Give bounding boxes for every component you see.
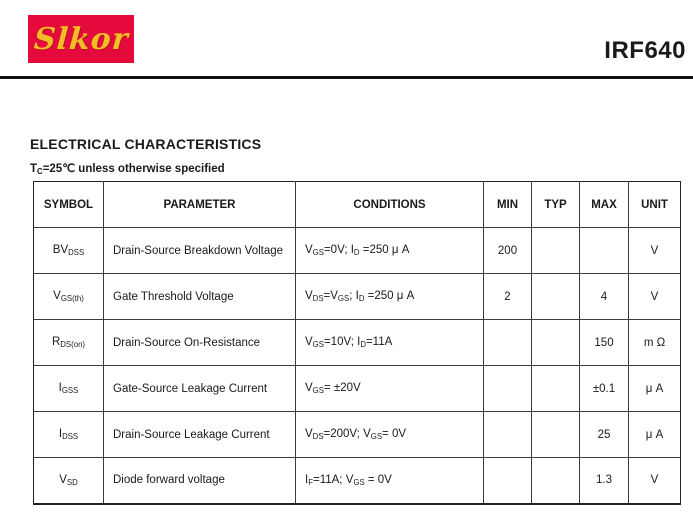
cell-typ xyxy=(532,458,580,504)
cell-min xyxy=(484,320,532,366)
table-body xyxy=(34,228,681,504)
cell-unit: V xyxy=(629,274,681,320)
table-header-row xyxy=(34,182,681,228)
cell-max: 25 xyxy=(580,412,629,458)
col-header-max: MAX xyxy=(580,182,629,228)
cell-parameter: Gate Threshold Voltage xyxy=(104,274,296,320)
cell-symbol: $BV_{DSS}$ xyxy=(34,228,104,274)
electrical-characteristics-table xyxy=(33,181,681,505)
cell-unit: m Ω xyxy=(629,320,681,366)
table-row xyxy=(34,274,681,320)
cell-typ xyxy=(532,228,580,274)
cell-symbol: $I_{GSS}$ xyxy=(34,366,104,412)
col-header-typ: TYP xyxy=(532,182,580,228)
slkor-logo xyxy=(28,15,134,63)
col-header-min: MIN xyxy=(484,182,532,228)
cell-max: 4 xyxy=(580,274,629,320)
part-number: IRF640 xyxy=(604,37,686,64)
cell-typ xyxy=(532,274,580,320)
col-header-conditions: CONDITIONS xyxy=(296,182,484,228)
col-header-parameter: PARAMETER xyxy=(104,182,296,228)
cell-symbol: $R_{DS(on)}$ xyxy=(34,320,104,366)
cell-typ xyxy=(532,366,580,412)
cell-conditions: $V_{GS}= \pm 20V$ xyxy=(296,366,484,412)
cell-parameter: Drain-Source Breakdown Voltage xyxy=(104,228,296,274)
cell-conditions: $V_{DS}=200V$; $V_{GS}= 0V$ xyxy=(296,412,484,458)
cell-typ xyxy=(532,320,580,366)
cell-min: 2 xyxy=(484,274,532,320)
cell-unit: V xyxy=(629,458,681,504)
table-row xyxy=(34,366,681,412)
cell-conditions: $V_{GS}=10V$; $I_D=11A$ xyxy=(296,320,484,366)
col-header-symbol: SYMBOL xyxy=(34,182,104,228)
cell-symbol: $V_{GS(th)}$ xyxy=(34,274,104,320)
cell-conditions: $I_F=11A$; $V_{GS} = 0V$ xyxy=(296,458,484,504)
cell-unit: V xyxy=(629,228,681,274)
cell-max: 1.3 xyxy=(580,458,629,504)
cell-conditions: $V_{DS}=V_{GS}$; $I_D =250$ μ A xyxy=(296,274,484,320)
cell-unit: μ A xyxy=(629,366,681,412)
cell-parameter: Diode forward voltage xyxy=(104,458,296,504)
cell-max xyxy=(580,228,629,274)
cell-typ xyxy=(532,412,580,458)
table-row xyxy=(34,228,681,274)
slkor-logo-text: Slkor xyxy=(32,21,130,57)
table-row xyxy=(34,320,681,366)
cell-conditions: $V_{GS}=0V$; $I_D =250$ μ A xyxy=(296,228,484,274)
col-header-unit: UNIT xyxy=(629,182,681,228)
cell-min xyxy=(484,412,532,458)
cell-symbol: $V_{SD}$ xyxy=(34,458,104,504)
header-divider xyxy=(0,76,693,79)
cell-symbol: $I_{DSS}$ xyxy=(34,412,104,458)
cell-max: 150 xyxy=(580,320,629,366)
cell-parameter: Drain-Source Leakage Current xyxy=(104,412,296,458)
cell-min xyxy=(484,366,532,412)
table-row xyxy=(34,412,681,458)
table-row xyxy=(34,458,681,504)
cell-min: 200 xyxy=(484,228,532,274)
section-subtitle: $T_C=25℃$ unless otherwise specified xyxy=(30,163,225,176)
cell-parameter: Drain-Source On-Resistance xyxy=(104,320,296,366)
cell-min xyxy=(484,458,532,504)
cell-unit: μ A xyxy=(629,412,681,458)
section-title: ELECTRICAL CHARACTERISTICS xyxy=(30,136,262,152)
cell-max: ±0.1 xyxy=(580,366,629,412)
cell-parameter: Gate-Source Leakage Current xyxy=(104,366,296,412)
